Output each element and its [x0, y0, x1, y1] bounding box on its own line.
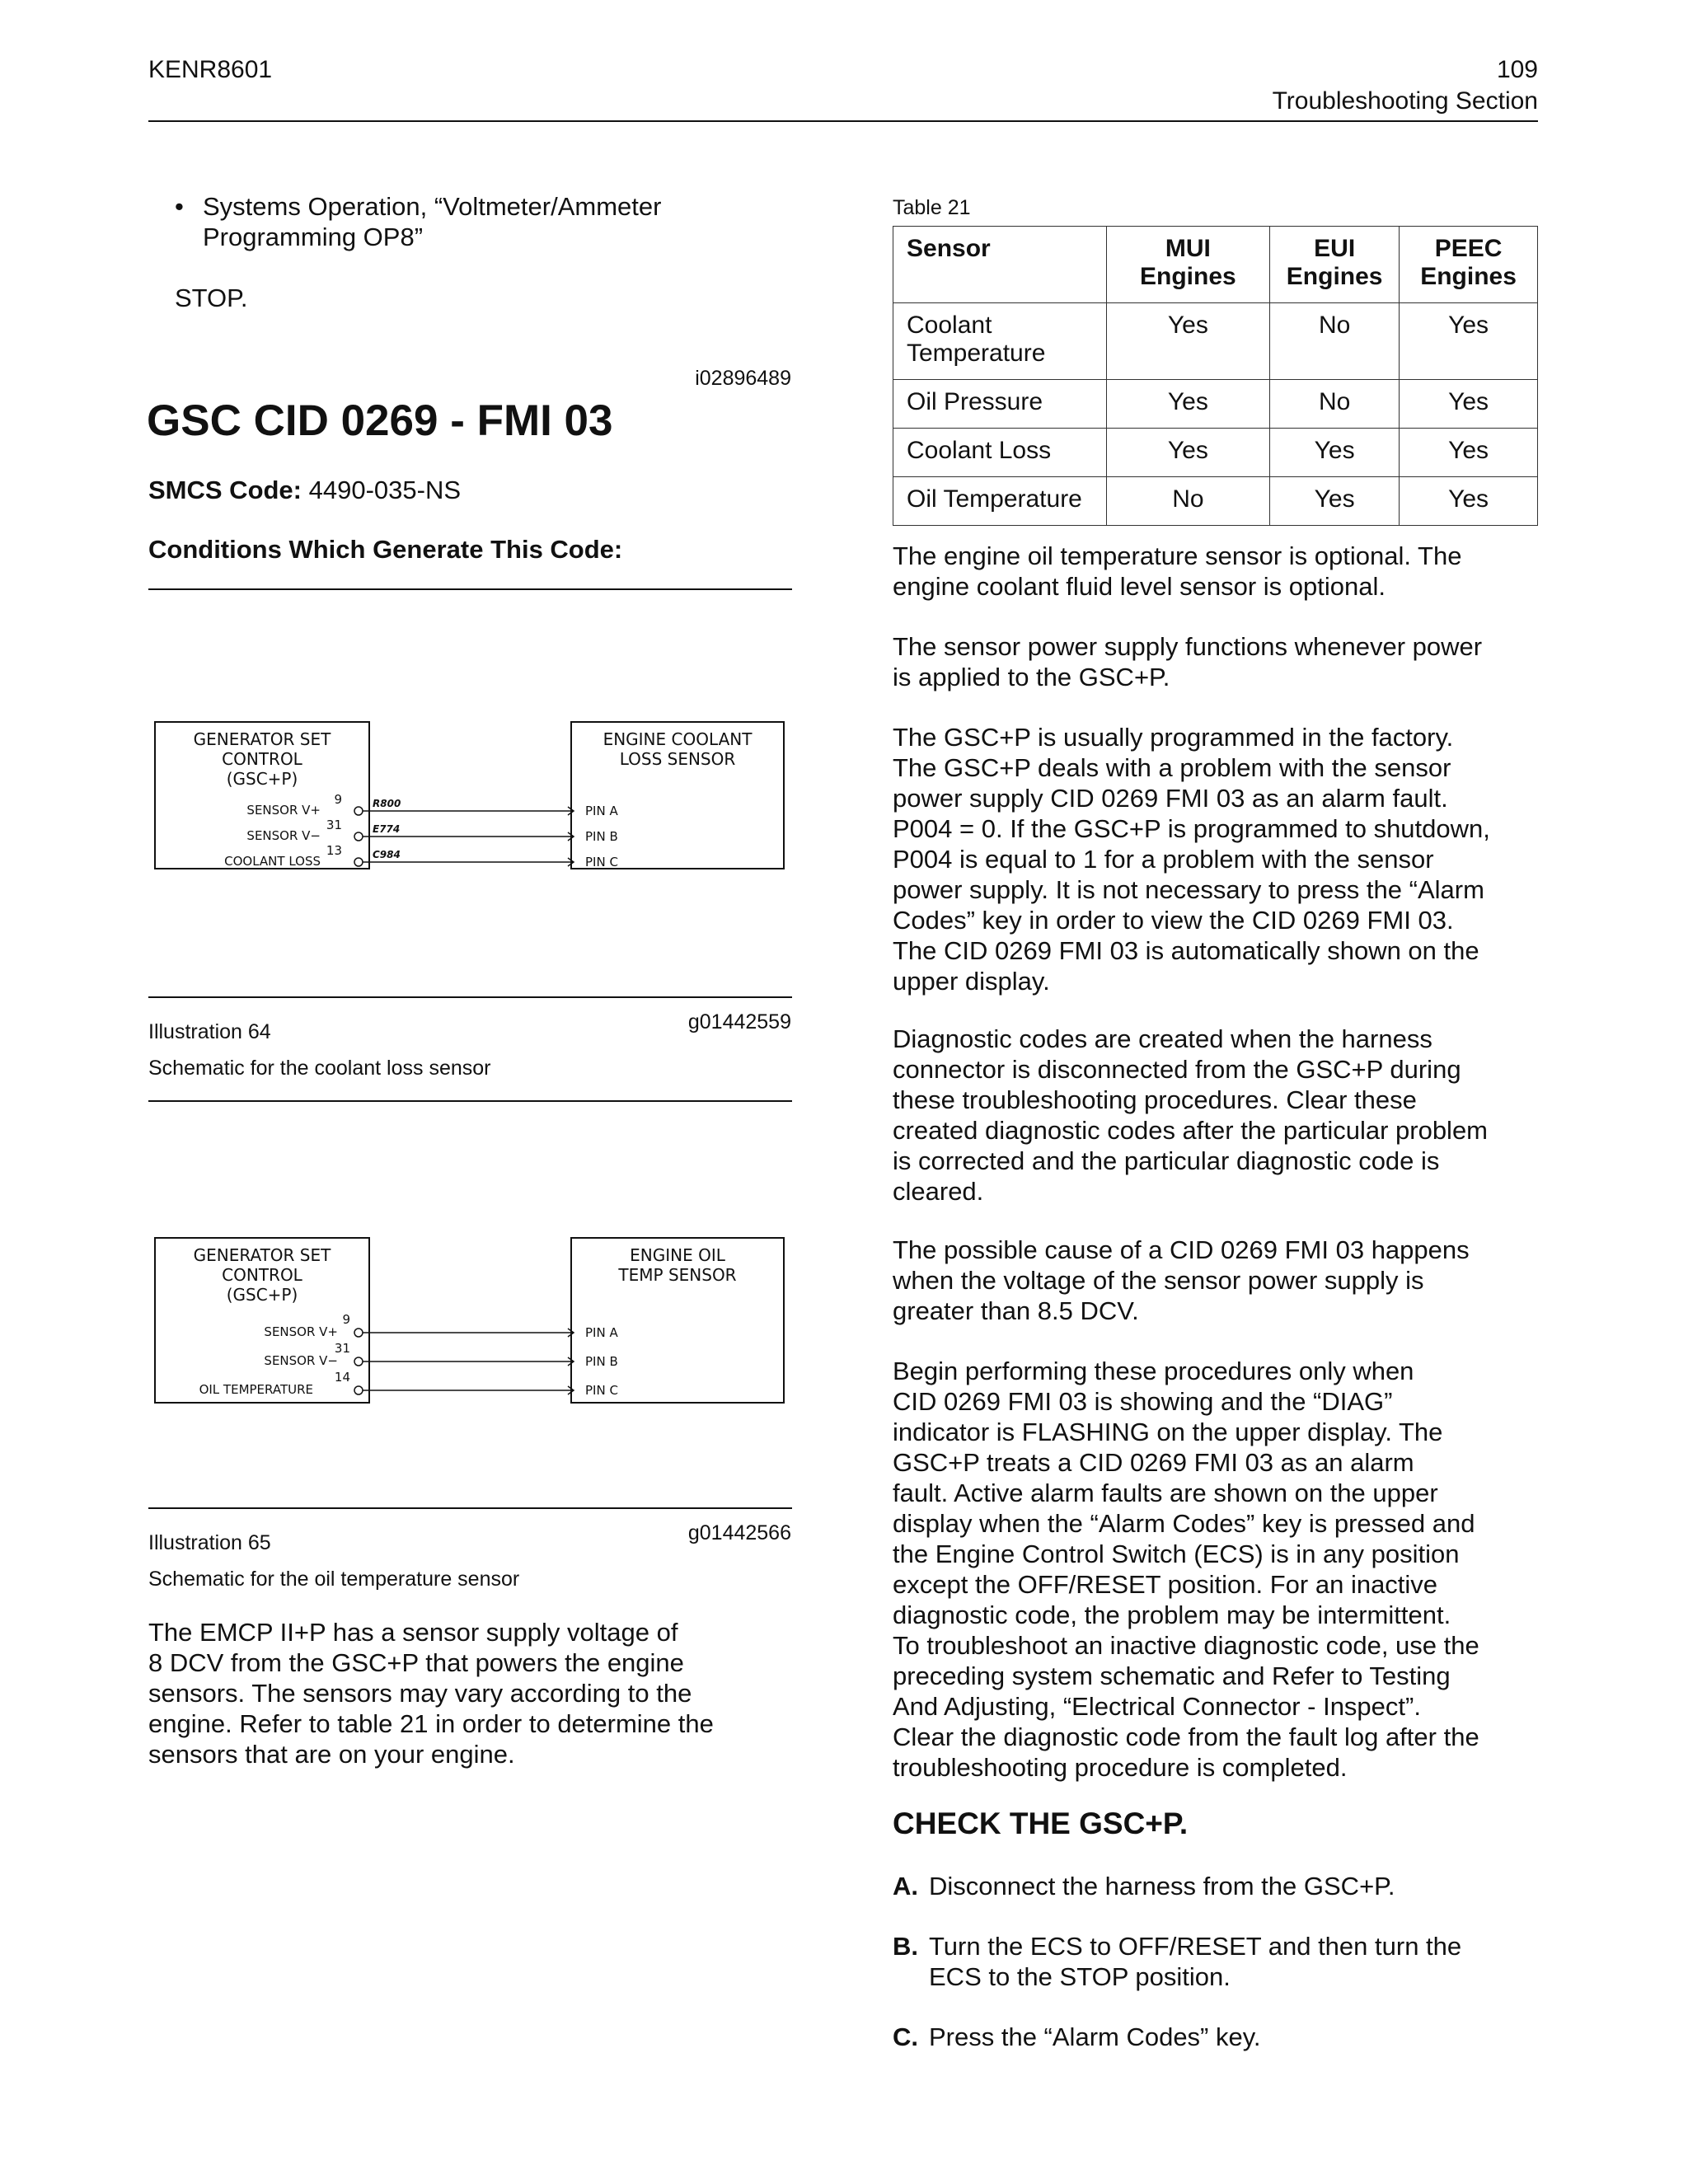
paragraph-line: Clear the diagnostic code from the fault log after the — [893, 1722, 1479, 1751]
programming-paragraph — [893, 722, 1490, 996]
sensor-table — [893, 226, 1538, 526]
terminal-number: 14 — [334, 1370, 350, 1385]
paragraph-line: preceding system schematic and Refer to Testing — [893, 1661, 1451, 1690]
paragraph-line: upper display. — [893, 967, 1050, 996]
gsc-box-line: (GSC+P) — [226, 769, 298, 789]
table-cell: Yes — [1400, 477, 1538, 526]
stop-text: STOP. — [175, 284, 248, 312]
sensor-box-line: TEMP SENSOR — [618, 1265, 737, 1285]
table-cell: Yes — [1400, 429, 1538, 477]
illustration-caption: Schematic for the coolant loss sensor — [148, 1057, 491, 1080]
paragraph-line: is corrected and the particular diagnostic code is — [893, 1146, 1440, 1175]
oil-temperature-schematic — [148, 1225, 791, 1406]
table-row — [893, 380, 1538, 429]
power-supply-paragraph — [893, 631, 1482, 692]
paragraph-line: 8 DCV from the GSC+P that powers the engine — [148, 1648, 684, 1677]
pin-label: PIN A — [585, 804, 618, 818]
paragraph-line: fault. Active alarm faults are shown on the upper — [893, 1479, 1438, 1507]
table-row — [893, 303, 1538, 380]
paragraph-line: Begin performing these procedures only when — [893, 1357, 1414, 1385]
paragraph-line: except the OFF/RESET position. For an inactive — [893, 1570, 1438, 1599]
step-text: Press the “Alarm Codes” key. — [929, 2022, 1261, 2051]
paragraph-line: Diagnostic codes are created when the harness — [893, 1024, 1432, 1053]
terminal-connector — [354, 832, 363, 841]
table-cell: Yes — [1400, 303, 1538, 380]
step-text: ECS to the STOP position. — [929, 1962, 1231, 1991]
pin-label: PIN A — [585, 1325, 618, 1340]
table-row — [893, 429, 1538, 477]
paragraph-line: connector is disconnected from the GSC+P during — [893, 1055, 1461, 1084]
smcs-label: SMCS Code: — [148, 476, 302, 504]
coolant-loss-schematic — [148, 709, 791, 882]
step-text: Disconnect the harness from the GSC+P. — [929, 1872, 1395, 1900]
paragraph-line: The possible cause of a CID 0269 FMI 03 happens — [893, 1235, 1470, 1264]
wire-row — [224, 843, 618, 869]
terminal-label: SENSOR V− — [264, 1353, 338, 1368]
terminal-number: 9 — [334, 792, 342, 807]
col-header: PEEC Engines — [1400, 227, 1538, 303]
paragraph-line: created diagnostic codes after the particular problem — [893, 1116, 1489, 1145]
table-cell: Yes — [1106, 380, 1270, 429]
table-cell: Coolant Temperature — [893, 303, 1107, 380]
table-label: Table 21 — [893, 196, 971, 219]
paragraph-line: And Adjusting, “Electrical Connector - Inspect”. — [893, 1692, 1421, 1721]
paragraph-line: The GSC+P is usually programmed in the factory. — [893, 723, 1454, 752]
sensor-box-line: ENGINE COOLANT — [603, 729, 753, 749]
terminal-connector — [354, 1357, 363, 1366]
terminal-number: 13 — [326, 843, 342, 858]
illustration-caption-rule — [148, 996, 792, 998]
paragraph-line: The EMCP II+P has a sensor supply voltage of — [148, 1618, 678, 1647]
paragraph-line: To troubleshoot an inactive diagnostic code, use the — [893, 1631, 1479, 1660]
illustration-code: g01442559 — [687, 1010, 791, 1033]
paragraph-line: The GSC+P deals with a problem with the sensor — [893, 753, 1451, 782]
table-cell: Yes — [1400, 380, 1538, 429]
wire-row — [199, 1370, 618, 1398]
step-text: Turn the ECS to OFF/RESET and then turn the — [929, 1932, 1462, 1961]
paragraph-line: sensors that are on your engine. — [148, 1740, 515, 1769]
illustration-caption-rule — [148, 1507, 792, 1509]
paragraph-line: power supply CID 0269 FMI 03 as an alarm fault. — [893, 784, 1448, 813]
paragraph-line: engine coolant fluid level sensor is optional. — [893, 572, 1386, 601]
col-header: EUI Engines — [1270, 227, 1400, 303]
paragraph-line: engine. Refer to table 21 in order to determine the — [148, 1709, 714, 1738]
step-c — [893, 2022, 1261, 2052]
table-cell: Yes — [1270, 429, 1400, 477]
paragraph-line: troubleshooting procedure is completed. — [893, 1753, 1348, 1782]
smcs-code — [148, 475, 461, 505]
step-b — [893, 1931, 1462, 1991]
pin-label: PIN B — [585, 1354, 618, 1369]
paragraph-line: The engine oil temperature sensor is optional. The — [893, 541, 1462, 570]
table-row — [893, 477, 1538, 526]
gsc-box-line: CONTROL — [222, 749, 302, 769]
step-a — [893, 1871, 1395, 1901]
table-cell: Yes — [1270, 477, 1400, 526]
table-cell: Oil Pressure — [893, 380, 1107, 429]
illustration-caption: Schematic for the oil temperature sensor — [148, 1568, 520, 1591]
terminal-number: 31 — [334, 1341, 350, 1356]
terminal-number: 31 — [326, 818, 342, 832]
page-number: 109 — [1496, 56, 1538, 83]
table-cell: Yes — [1106, 303, 1270, 380]
page-title: GSC CID 0269 - FMI 03 — [147, 396, 613, 445]
doc-id: KENR8601 — [148, 56, 273, 83]
paragraph-line: greater than 8.5 DCV. — [893, 1296, 1139, 1325]
paragraph-line: GSC+P treats a CID 0269 FMI 03 as an alarm — [893, 1448, 1414, 1477]
illustration-label: Illustration 65 — [148, 1531, 271, 1554]
pin-label: PIN B — [585, 829, 618, 844]
terminal-connector — [354, 1386, 363, 1394]
gsc-box-line: GENERATOR SET — [193, 1245, 331, 1265]
terminal-label: COOLANT LOSS — [224, 854, 321, 869]
paragraph-line: display when the “Alarm Codes” key is pressed and — [893, 1509, 1475, 1538]
sensor-box-line: LOSS SENSOR — [619, 749, 736, 769]
step-letter: A. — [893, 1872, 918, 1900]
header-rule — [148, 120, 1538, 122]
wire-code: C984 — [373, 849, 401, 860]
gsc-box-line: CONTROL — [222, 1265, 302, 1285]
col-header: MUI Engines — [1106, 227, 1270, 303]
paragraph-line: the Engine Control Switch (ECS) is in any position — [893, 1540, 1460, 1568]
paragraph-line: when the voltage of the sensor power supply is — [893, 1266, 1424, 1295]
paragraph-line: power supply. It is not necessary to press the “Alarm — [893, 875, 1484, 904]
table-header-row — [893, 227, 1538, 303]
section-title: Troubleshooting Section — [1272, 87, 1538, 115]
supply-paragraph — [148, 1617, 714, 1769]
wire-code: E774 — [373, 823, 401, 835]
gsc-box-line: GENERATOR SET — [193, 729, 331, 749]
optional-sensors-paragraph — [893, 541, 1461, 602]
conditions-heading: Conditions Which Generate This Code: — [148, 535, 623, 564]
sensor-box-line: ENGINE OIL — [630, 1245, 725, 1265]
terminal-connector — [354, 858, 363, 866]
procedure-paragraph — [893, 1356, 1479, 1783]
paragraph-line: these troubleshooting procedures. Clear these — [893, 1085, 1417, 1114]
table-cell: No — [1270, 380, 1400, 429]
diagnostic-codes-paragraph — [893, 1024, 1488, 1207]
wire-row — [264, 1312, 618, 1340]
pin-label: PIN C — [585, 855, 618, 869]
terminal-connector — [354, 807, 363, 815]
terminal-label: OIL TEMPERATURE — [199, 1382, 313, 1397]
possible-cause-paragraph — [893, 1235, 1470, 1326]
illustration-top-rule — [148, 588, 792, 590]
terminal-number: 9 — [342, 1312, 350, 1327]
col-header: Sensor — [893, 227, 1107, 303]
paragraph-line: indicator is FLASHING on the upper display. The — [893, 1418, 1443, 1446]
bullet-dot: • — [175, 192, 184, 221]
terminal-label: SENSOR V+ — [264, 1324, 338, 1339]
ref-id: i02896489 — [695, 367, 791, 390]
paragraph-line: is applied to the GSC+P. — [893, 663, 1170, 691]
table-cell: Oil Temperature — [893, 477, 1107, 526]
wire-row — [246, 818, 617, 844]
table-cell: No — [1270, 303, 1400, 380]
paragraph-line: cleared. — [893, 1177, 984, 1206]
paragraph-line: CID 0269 FMI 03 is showing and the “DIAG” — [893, 1387, 1393, 1416]
wire-row — [264, 1341, 617, 1369]
paragraph-line: diagnostic code, the problem may be intermittent. — [893, 1601, 1451, 1629]
table-cell: No — [1106, 477, 1270, 526]
bullet-line: Programming OP8” — [203, 223, 424, 251]
paragraph-line: Codes” key in order to view the CID 0269 FMI 03. — [893, 906, 1454, 935]
paragraph-line: The CID 0269 FMI 03 is automatically shown on the — [893, 936, 1479, 965]
paragraph-line: The sensor power supply functions whenever power — [893, 632, 1483, 661]
table-cell: Yes — [1106, 429, 1270, 477]
bullet-line: Systems Operation, “Voltmeter/Ammeter — [203, 192, 662, 221]
gsc-box-line: (GSC+P) — [226, 1285, 298, 1305]
wire-row — [246, 792, 618, 818]
illustration-code: g01442566 — [687, 1521, 791, 1544]
terminal-label: SENSOR V+ — [246, 803, 321, 818]
step-letter: C. — [893, 2022, 918, 2051]
wire-code: R800 — [373, 798, 401, 809]
illustration-label: Illustration 64 — [148, 1020, 271, 1043]
paragraph-line: sensors. The sensors may vary according to the — [148, 1679, 692, 1708]
pin-label: PIN C — [585, 1383, 618, 1398]
illustration-top-rule — [148, 1100, 792, 1102]
paragraph-line: P004 = 0. If the GSC+P is programmed to shutdown, — [893, 814, 1490, 843]
paragraph-line: P004 is equal to 1 for a problem with the sensor — [893, 845, 1434, 874]
smcs-value: 4490-035-NS — [308, 476, 462, 504]
check-heading: CHECK THE GSC+P. — [893, 1807, 1189, 1840]
terminal-connector — [354, 1329, 363, 1337]
step-letter: B. — [893, 1932, 918, 1961]
terminal-label: SENSOR V− — [246, 828, 321, 843]
table-cell: Coolant Loss — [893, 429, 1107, 477]
